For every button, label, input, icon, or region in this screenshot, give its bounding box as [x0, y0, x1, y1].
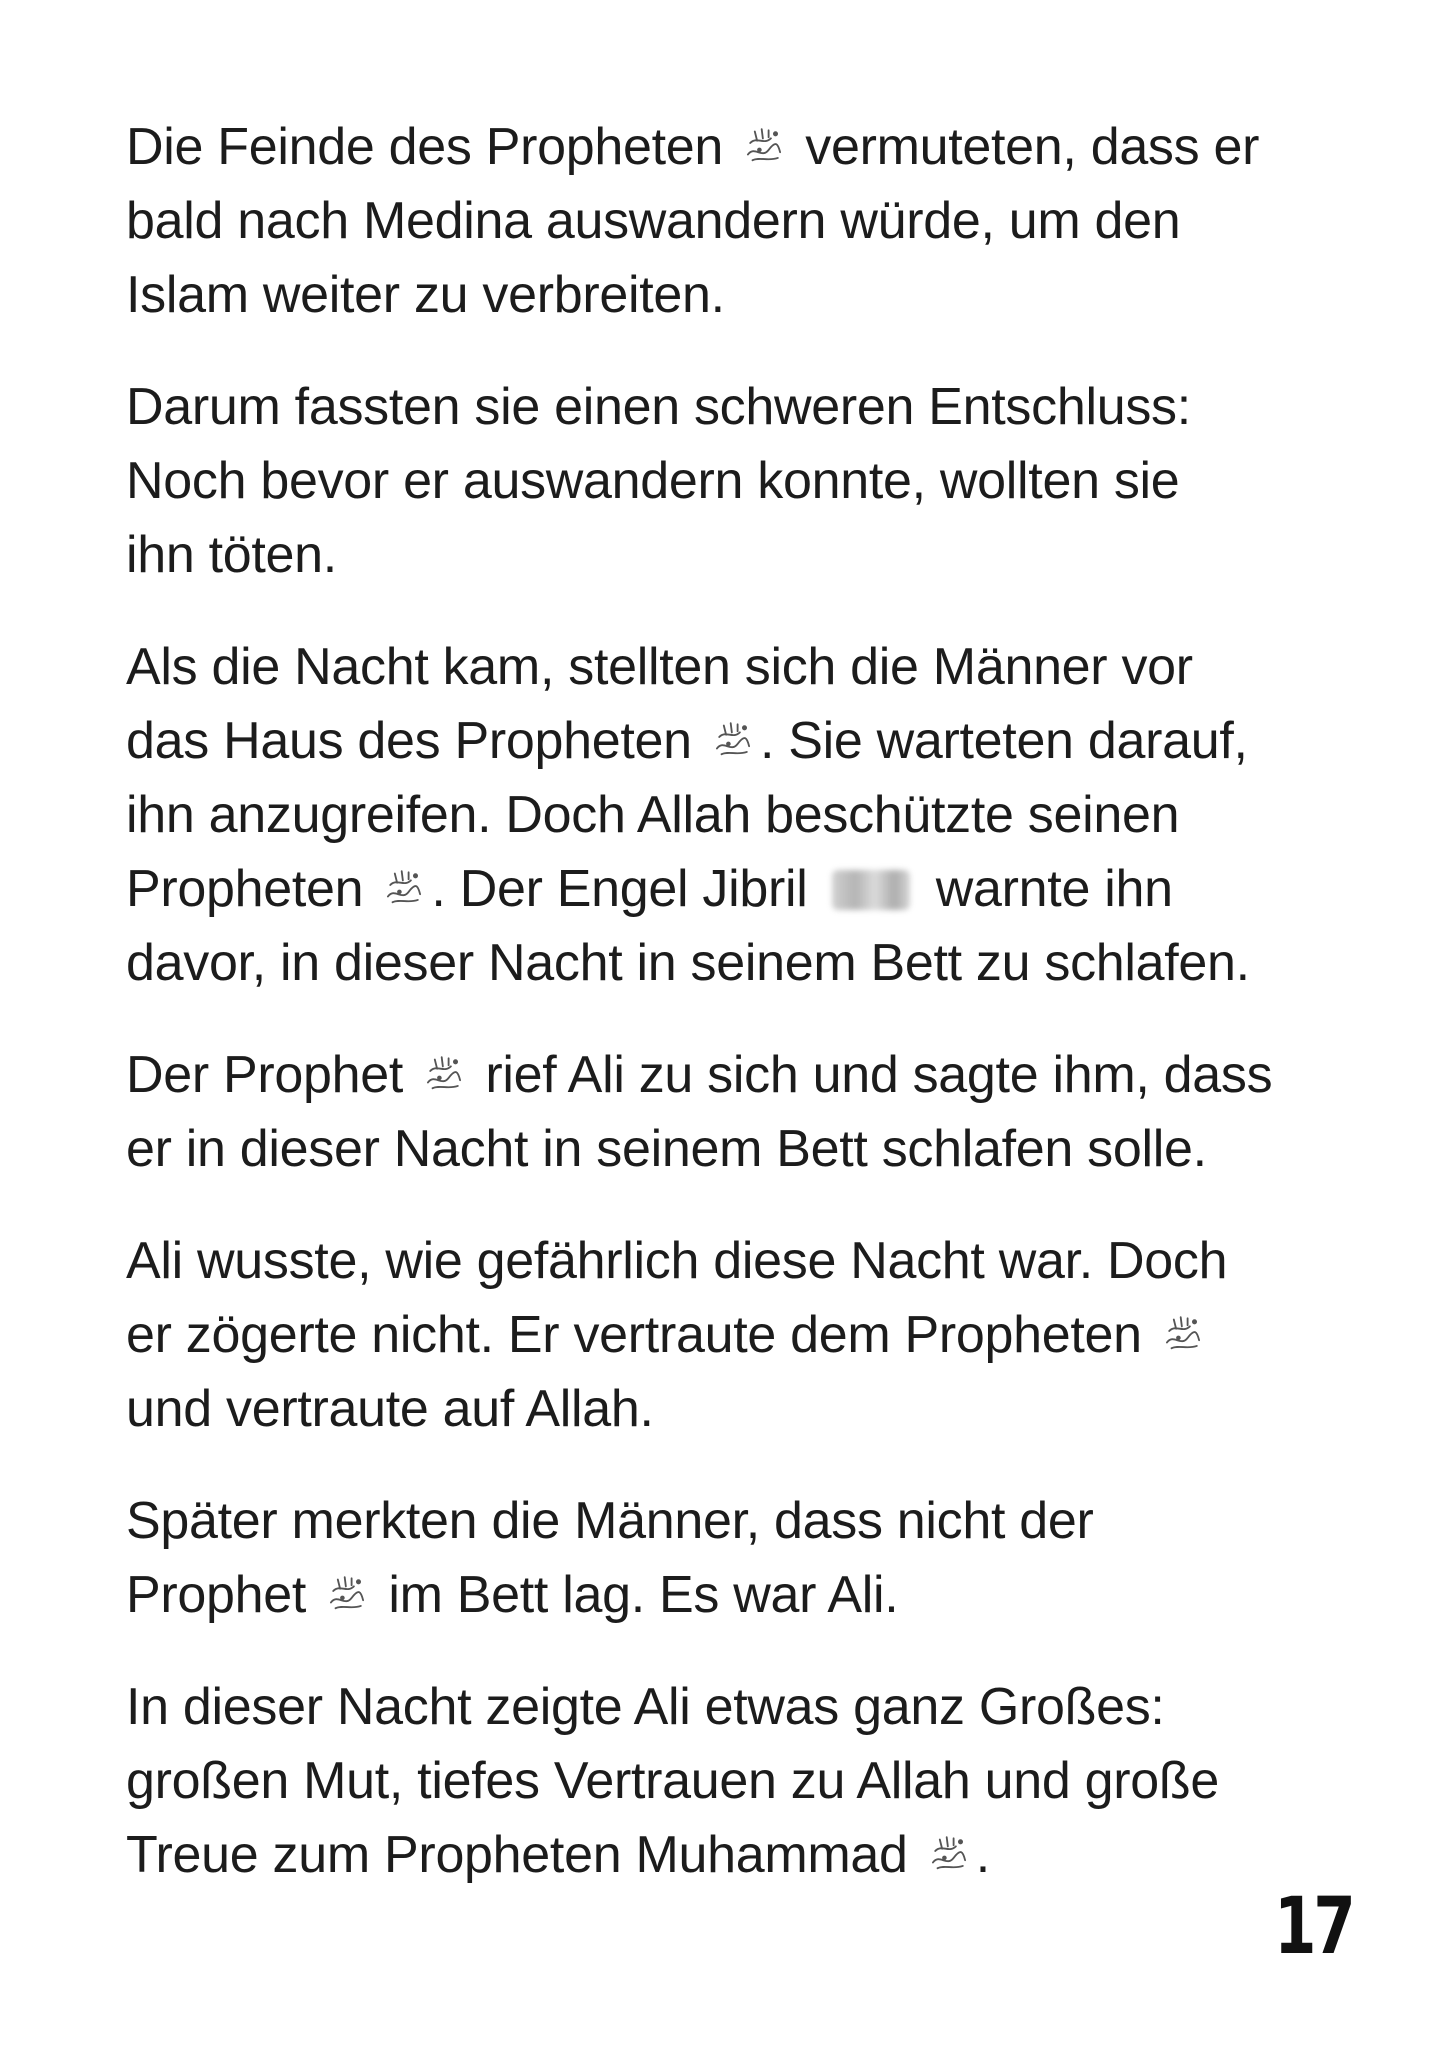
salawat-honorific-icon	[926, 1828, 972, 1874]
text-line	[126, 1112, 1356, 1186]
text-segment: im Bett lag. Es war Ali.	[374, 1566, 899, 1624]
text-line	[126, 1558, 1356, 1632]
text-segment: Darum fassten sie einen schweren Entschluss:	[126, 378, 1191, 436]
text-segment: vermuteten, dass er	[791, 118, 1260, 176]
text-line	[126, 184, 1356, 258]
text-segment: Treue zum Propheten Muhammad	[126, 1826, 922, 1884]
text-segment: ihn töten.	[126, 526, 337, 584]
page-body	[126, 110, 1356, 1930]
text-line	[126, 1818, 1356, 1892]
blurred-honorific-icon	[832, 870, 910, 910]
text-segment: Propheten	[126, 860, 378, 918]
text-line	[126, 926, 1356, 1000]
text-segment: Prophet	[126, 1566, 321, 1624]
text-segment: Später merkten die Männer, dass nicht der	[126, 1492, 1094, 1550]
text-segment: Islam weiter zu verbreiten.	[126, 266, 725, 324]
text-segment: rief Ali zu sich und sagte ihm, dass	[471, 1046, 1273, 1104]
text-line	[126, 704, 1356, 778]
text-line	[126, 1484, 1356, 1558]
salawat-honorific-icon	[741, 120, 787, 166]
text-line	[126, 1372, 1356, 1446]
paragraph	[126, 370, 1356, 592]
text-line	[126, 110, 1356, 184]
text-line	[126, 778, 1356, 852]
salawat-honorific-icon	[381, 862, 427, 908]
text-segment: das Haus des Propheten	[126, 712, 706, 770]
text-segment: ihn anzugreifen. Doch Allah beschützte seinen	[126, 786, 1180, 844]
text-segment: Ali wusste, wie gefährlich diese Nacht war. Doch	[126, 1232, 1228, 1290]
text-segment: er zögerte nicht. Er vertraute dem Propheten	[126, 1306, 1156, 1364]
text-segment: bald nach Medina auswandern würde, um den	[126, 192, 1181, 250]
salawat-honorific-icon	[421, 1048, 467, 1094]
salawat-honorific-icon	[324, 1568, 370, 1614]
paragraph	[126, 1670, 1356, 1892]
text-segment: davor, in dieser Nacht in seinem Bett zu schlafen.	[126, 934, 1250, 992]
text-segment: er in dieser Nacht in seinem Bett schlafen solle.	[126, 1120, 1207, 1178]
paragraph	[126, 1224, 1356, 1446]
paragraph	[126, 110, 1356, 332]
text-line	[126, 370, 1356, 444]
text-segment: Der Prophet	[126, 1046, 418, 1104]
text-segment: Als die Nacht kam, stellten sich die Männer vor	[126, 638, 1193, 696]
text-line	[126, 630, 1356, 704]
text-line	[126, 444, 1356, 518]
paragraph	[126, 630, 1356, 1000]
salawat-honorific-icon	[710, 714, 756, 760]
text-line	[126, 1038, 1356, 1112]
text-segment: . Der Engel Jibril	[431, 860, 822, 918]
text-line	[126, 1670, 1356, 1744]
text-line	[126, 1298, 1356, 1372]
page-number: 17	[1274, 1882, 1353, 1972]
text-line	[126, 1224, 1356, 1298]
text-line	[126, 852, 1356, 926]
text-line	[126, 1744, 1356, 1818]
salawat-honorific-icon	[1160, 1308, 1206, 1354]
text-segment: In dieser Nacht zeigte Ali etwas ganz Großes:	[126, 1678, 1165, 1736]
text-segment: Noch bevor er auswandern konnte, wollten sie	[126, 452, 1180, 510]
text-segment: .	[975, 1826, 990, 1884]
text-segment: Die Feinde des Propheten	[126, 118, 738, 176]
text-segment: . Sie warteten darauf,	[759, 712, 1248, 770]
text-segment: warnte ihn	[921, 860, 1173, 918]
text-line	[126, 258, 1356, 332]
paragraph	[126, 1484, 1356, 1632]
paragraph	[126, 1038, 1356, 1186]
text-segment: und vertraute auf Allah.	[126, 1380, 654, 1438]
text-segment: großen Mut, tiefes Vertrauen zu Allah und große	[126, 1752, 1219, 1810]
text-line	[126, 518, 1356, 592]
